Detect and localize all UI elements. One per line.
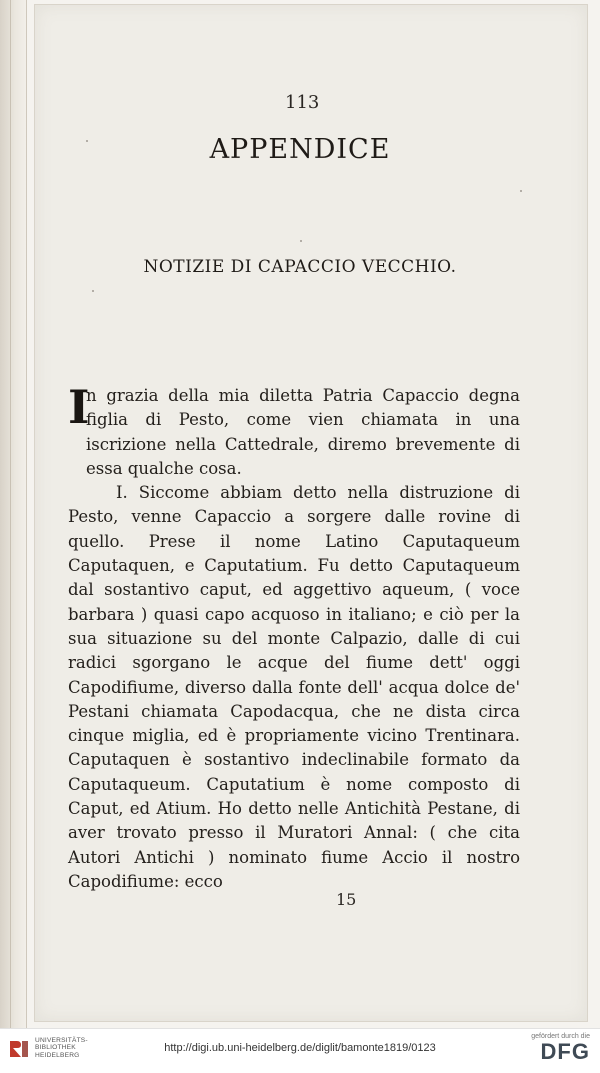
paragraph-section-1: I. Siccome abbiam detto nella distruzione di Pesto, venne Capaccio a sorgere dalle rovine di quello. Prese il nome Latino Caputaqueum Caputaquen, e Caputatium. Fu detto Caputaqueum dal sostantivo caput, ed aggettivo aqueum, ( voce barbara ) quasi capo acquoso in italiano; e ciò per la sua situazione su del monte Calpazio, dalle di cui radici sgorgano le acque del fiume dett' oggi Capodifiume, diverso dalla fonte dell' acqua dolce de' Pestani chiamata Capodacqua, che ne dista circa cinque miglia, ed è propriamente vicino Trentinara. Caputaquen è sostantivo indeclinabile formato da Caputaqueum. Caputatium è nome composto di Caput, ed Atium. Ho detto nelle Antichità Pestane, di aver trovato presso il Muratori Annal: ( che cita Autori Antichi ) nominato fiume Accio il nostro Capodifiume: ecco: [68, 483, 520, 891]
ub-heidelberg-text: UNIVERSITÄTS- BIBLIOTHEK HEIDELBERG: [35, 1037, 88, 1059]
funding-caption: gefördert durch die: [531, 1033, 590, 1040]
page-title: APPENDICE: [209, 134, 391, 165]
section-heading: NOTIZIE DI CAPACCIO VECCHIO.: [143, 257, 457, 277]
paragraph-intro: [68, 380, 520, 481]
drop-cap: I: [68, 380, 90, 434]
viewer-footer: [0, 1028, 600, 1073]
dfg-logo-text: DFG: [540, 1039, 590, 1064]
paragraph-intro-text: n grazia della mia diletta Patria Capaccio degna figlia di Pesto, come vien chiamata in una iscrizione nella Cattedrale, diremo brevemente di essa qualche cosa.: [86, 386, 520, 478]
body-text: [68, 380, 520, 894]
dfg-logo[interactable]: [531, 1033, 590, 1064]
permalink-url[interactable]: http://digi.ub.uni-heidelberg.de/diglit/bamonte1819/0123: [164, 1042, 436, 1054]
page-number: 113: [285, 92, 320, 113]
signature-mark: 15: [336, 890, 357, 909]
